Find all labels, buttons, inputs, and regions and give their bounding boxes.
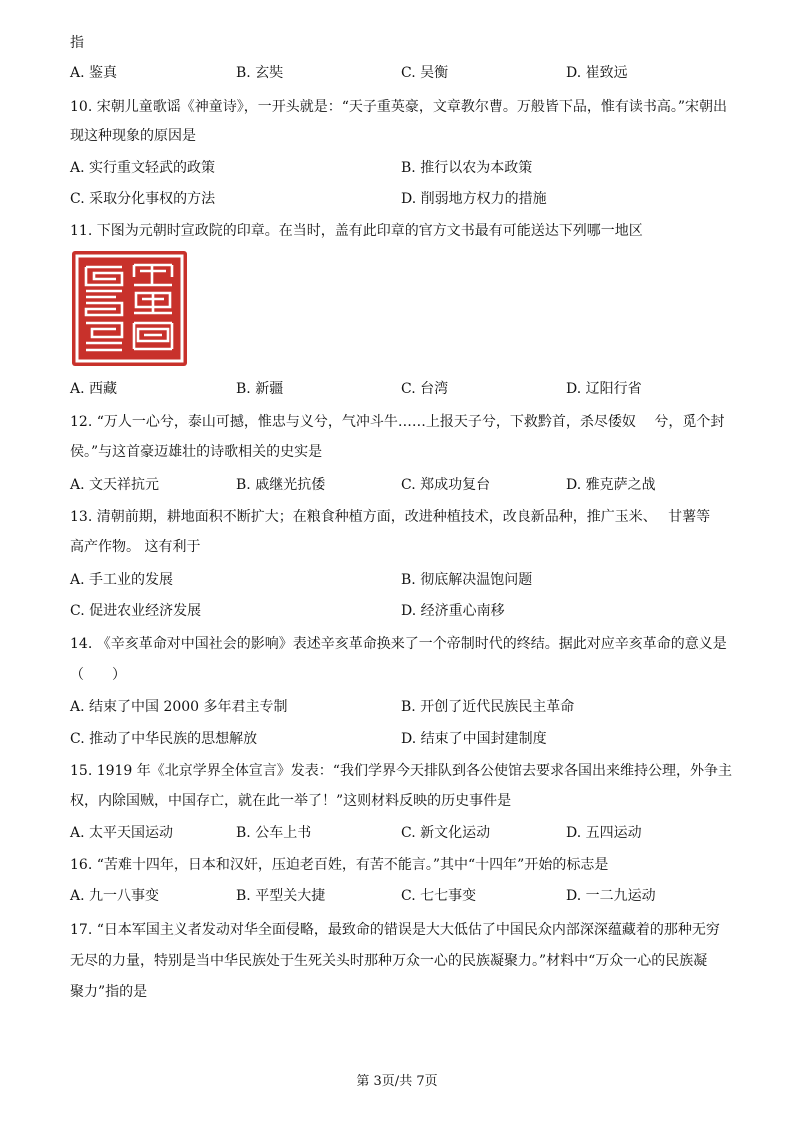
q9-option-d: D. 崔致远 <box>566 65 628 81</box>
q17-stem-line1: 17. “日本军国主义者发动对华全面侵略，最致命的错误是大大低估了中国民众内部深深蕴藏着的那种无穷 <box>70 922 720 938</box>
q14-option-d: D. 结束了中国封建制度 <box>401 731 547 747</box>
q16-option-d: D. 一二九运动 <box>566 888 656 904</box>
q11-option-d: D. 辽阳行省 <box>566 381 642 397</box>
q9-option-a: A. 鉴真 <box>70 65 118 81</box>
q13-stem-line2: 高产作物。 这有利于 <box>70 539 201 555</box>
q10-option-b: B. 推行以农为本政策 <box>401 160 533 176</box>
q17-stem-line2: 无尽的力量，特别是当中华民族处于生死关头时那种万众一心的民族凝聚力。”材料中“万众一心的民族凝 <box>70 953 708 969</box>
q16-stem-line1: 16. “苦难十四年，日本和汉奸，压迫老百姓，有苦不能言。”其中“十四年”开始的标志是 <box>70 857 609 873</box>
q15-stem-line1: 15. 1919 年《北京学界全体宣言》发表：“我们学界今天排队到各公使馆去要求各国出来维持公理，外争主 <box>70 763 732 779</box>
q11-stem-line1: 11. 下图为元朝时宣政院的印章。在当时，盖有此印章的官方文书最有可能送达下列哪一地区 <box>70 223 643 239</box>
q13-option-d: D. 经济重心南移 <box>401 603 505 619</box>
q11-option-b: B. 新疆 <box>236 381 284 397</box>
q14-stem-line1: 14. 《辛亥革命对中国社会的影响》表述辛亥革命换来了一个帝制时代的终结。据此对应辛亥革命的意义是 <box>70 636 727 652</box>
q15-option-b: B. 公车上书 <box>236 825 312 841</box>
q14-option-c: C. 推动了中华民族的思想解放 <box>70 731 258 747</box>
q12-option-a: A. 文天祥抗元 <box>70 477 160 493</box>
q10-option-d: D. 削弱地方权力的措施 <box>401 191 547 207</box>
previous-question-fragment: 指 <box>70 35 84 51</box>
q17-stem-line3: 聚力”指的是 <box>70 984 148 1000</box>
q16-option-a: A. 九一八事变 <box>70 888 160 904</box>
q12-option-c: C. 郑成功复台 <box>401 477 491 493</box>
q13-option-b: B. 彻底解决温饱问题 <box>401 572 533 588</box>
q10-option-c: C. 采取分化事权的方法 <box>70 191 216 207</box>
q14-option-b: B. 开创了近代民族民主革命 <box>401 699 575 715</box>
q15-option-d: D. 五四运动 <box>566 825 642 841</box>
q15-stem-line2: 权，内除国贼，中国存亡，就在此一举了！”这则材料反映的历史事件是 <box>70 793 512 809</box>
q16-option-c: C. 七七事变 <box>401 888 477 904</box>
q11-option-c: C. 台湾 <box>401 381 449 397</box>
q13-option-c: C. 促进农业经济发展 <box>70 603 202 619</box>
seal-glyphs-icon <box>72 251 187 366</box>
q12-stem-line1: 12. “万人一心兮，泰山可撼，惟忠与义兮，气冲斗牛……上报天子兮，下救黔首，杀尽倭奴 兮，觅个封 <box>70 414 725 430</box>
q10-stem-line2: 现这种现象的原因是 <box>70 128 196 144</box>
q10-option-a: A. 实行重文轻武的政策 <box>70 160 216 176</box>
q15-option-c: C. 新文化运动 <box>401 825 491 841</box>
q14-option-a: A. 结束了中国 2000 多年君主专制 <box>70 699 288 715</box>
q12-stem-line2: 侯。”与这首豪迈雄壮的诗歌相关的史实是 <box>70 444 323 460</box>
q12-option-d: D. 雅克萨之战 <box>566 477 656 493</box>
page-number-footer: 第 3页/共 7页 <box>356 1074 438 1089</box>
q11-option-a: A. 西藏 <box>70 381 118 397</box>
q16-option-b: B. 平型关大捷 <box>236 888 326 904</box>
q9-option-c: C. 吴衡 <box>401 65 449 81</box>
q12-option-b: B. 戚继光抗倭 <box>236 477 326 493</box>
q14-stem-line2: （ ） <box>70 667 126 683</box>
q10-stem-line1: 10. 宋朝儿童歌谣《神童诗》，一开头就是：“天子重英豪，文章教尔曹。万般皆下品，惟有读书高。”宋朝出 <box>70 99 728 115</box>
xuanzheng-yuan-seal-image <box>72 251 187 366</box>
q15-option-a: A. 太平天国运动 <box>70 825 174 841</box>
q13-option-a: A. 手工业的发展 <box>70 572 174 588</box>
q9-option-b: B. 玄奘 <box>236 65 284 81</box>
q13-stem-line1: 13. 清朝前期，耕地面积不断扩大；在粮食种植方面，改进种植技术，改良新品种，推广玉米、 甘薯等 <box>70 509 711 525</box>
